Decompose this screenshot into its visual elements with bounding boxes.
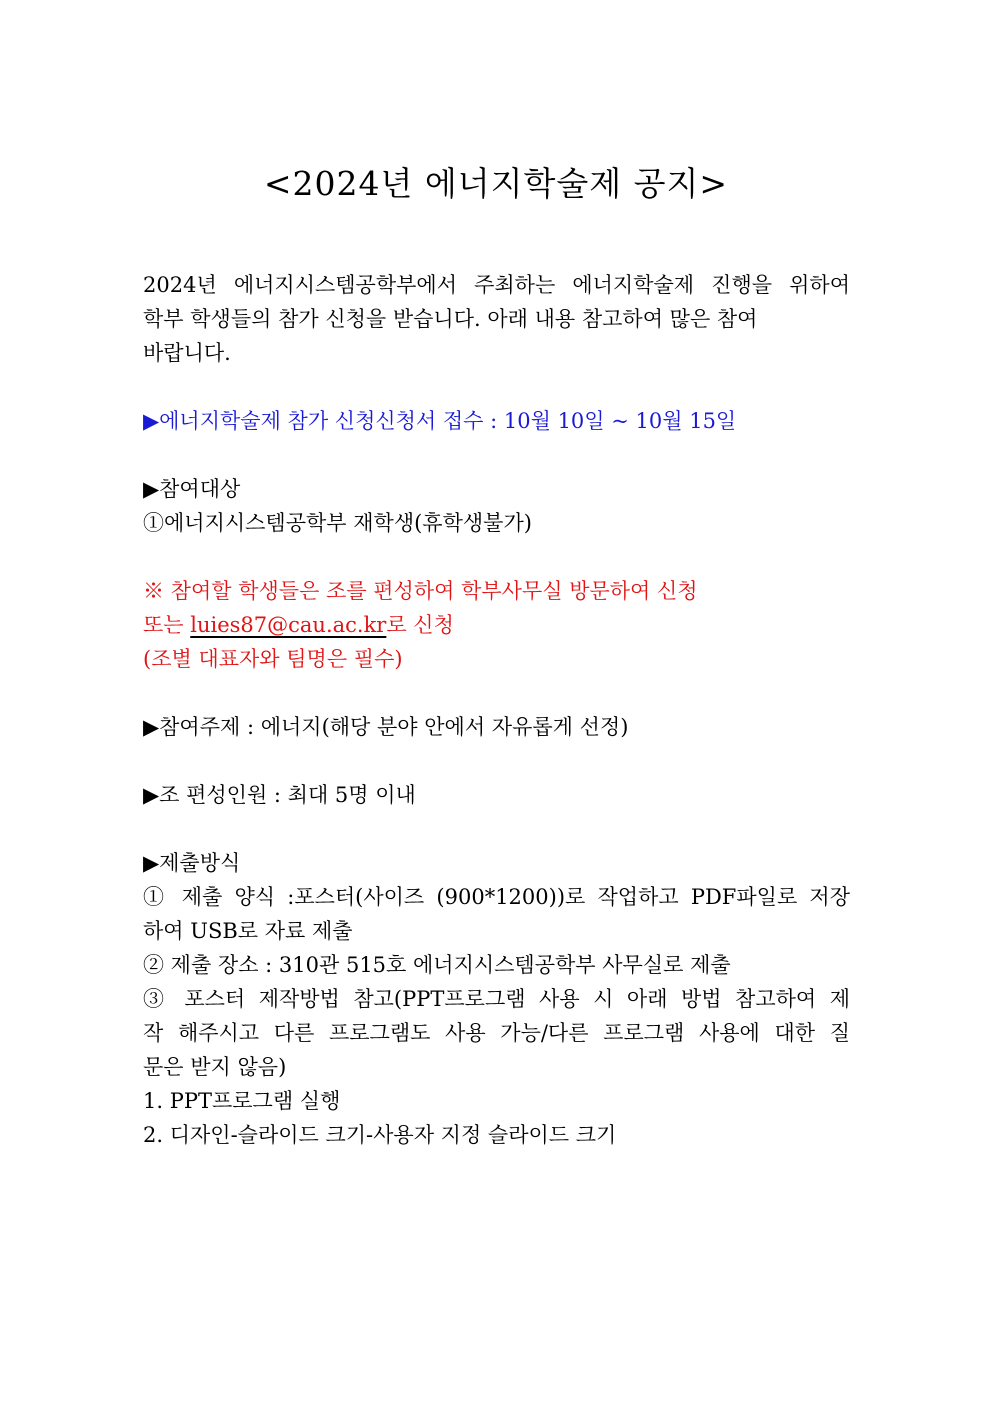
team-size-line: ▶조 편성인원 : 최대 5명 이내 — [143, 783, 416, 807]
topic-line: ▶참여주제 : 에너지(해당 분야 안에서 자유롭게 선정) — [143, 715, 629, 739]
submission-item-1-line-2: 하여 USB로 자료 제출 — [143, 919, 353, 943]
notice-line-1: ※ 참여할 학생들은 조를 편성하여 학부사무실 방문하여 신청 — [143, 579, 698, 603]
schedule-line: ▶에너지학술제 참가 신청신청서 접수 : 10월 10일 ~ 10월 15일 — [143, 409, 737, 433]
notice-line-2 — [143, 608, 850, 642]
notice-prefix: 또는 — [143, 613, 191, 637]
intro-line-3: 바랍니다. — [143, 341, 231, 365]
spacer — [143, 540, 850, 574]
submission-step-2: 2. 디자인-슬라이드 크기-사용자 지정 슬라이드 크기 — [143, 1123, 617, 1147]
intro-line-2: 학부 학생들의 참가 신청을 받습니다. 아래 내용 참고하여 많은 참여 — [143, 307, 758, 331]
notice-suffix: 로 신청 — [386, 613, 454, 637]
submission-item-2: ② 제출 장소 : 310관 515호 에너지시스템공학부 사무실로 제출 — [143, 953, 731, 977]
target-item: ①에너지시스템공학부 재학생(휴학생불가) — [143, 511, 532, 535]
email-link[interactable]: luies87@cau.ac.kr — [190, 613, 387, 637]
submission-item-3-line-3: 문은 받지 않음) — [143, 1055, 287, 1079]
spacer — [143, 812, 850, 846]
spacer — [143, 370, 850, 404]
target-heading: ▶참여대상 — [143, 477, 241, 501]
submission-heading: ▶제출방식 — [143, 851, 241, 875]
document-body — [143, 268, 850, 1152]
spacer — [143, 744, 850, 778]
spacer — [143, 438, 850, 472]
submission-item-1-line-1: ① 제출 양식 :포스터(사이즈 (900*1200))로 작업하고 PDF파일로 저장 — [143, 885, 850, 909]
submission-item-3-line-1: ③ 포스터 제작방법 참고(PPT프로그램 사용 시 아래 방법 참고하여 제 — [143, 987, 850, 1011]
submission-step-1: 1. PPT프로그램 실행 — [143, 1089, 341, 1113]
spacer — [143, 676, 850, 710]
notice-line-3: (조별 대표자와 팀명은 필수) — [143, 647, 403, 671]
page-title: <2024년 에너지학술제 공지> — [263, 164, 729, 203]
intro-line-1: 2024년 에너지시스템공학부에서 주최하는 에너지학술제 진행을 위하여 — [143, 273, 850, 297]
submission-item-3-line-2: 작 해주시고 다른 프로그램도 사용 가능/다른 프로그램 사용에 대한 질 — [143, 1021, 850, 1045]
